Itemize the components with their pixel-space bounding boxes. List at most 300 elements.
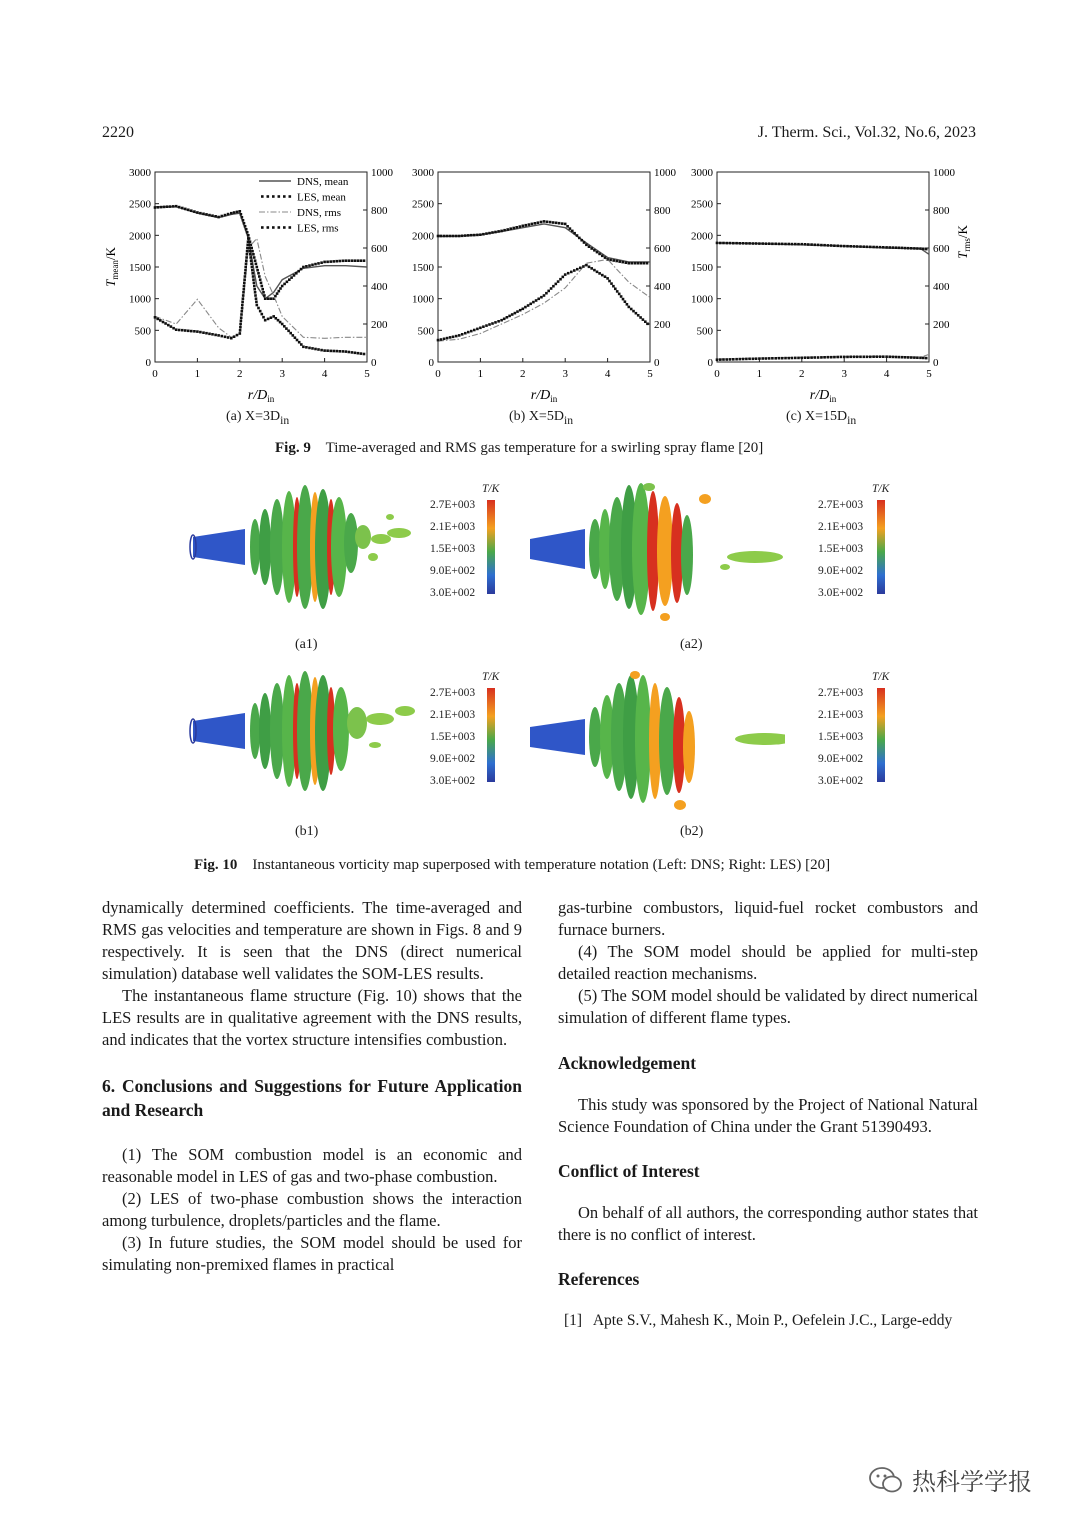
series-les-rms-point-a (267, 318, 270, 321)
series-les-rms-point-a (217, 334, 220, 337)
series-les-mean-point-b (578, 237, 581, 240)
series-les-mean-point-a (247, 234, 250, 237)
series-les-rms-point-a (193, 330, 196, 333)
series-les-rms-point-b (646, 323, 649, 326)
series-les-mean-point-b (531, 223, 534, 226)
x-tick-label: 5 (647, 368, 653, 380)
series-les-rms-point-c (784, 357, 787, 360)
series-les-mean-point-c (910, 247, 913, 250)
series-les-rms-point-a (261, 313, 264, 316)
colorbar-title-b1: T/K (482, 671, 500, 683)
series-les-rms-point-a (239, 323, 242, 326)
series-les-mean-point-c (735, 242, 738, 245)
series-les-mean-point-a (288, 278, 291, 281)
panel-label-b2: (b2) (680, 824, 704, 839)
left-axis-unit: /K (103, 247, 118, 261)
series-les-mean-point-b (628, 262, 631, 265)
cb-b2-t0: 2.7E+003 (818, 687, 864, 699)
series-les-mean-point-b (506, 228, 509, 231)
right-tick-label: 0 (371, 357, 377, 369)
series-les-rms-point-a (250, 259, 253, 262)
cb-b1-t2: 1.5E+003 (430, 731, 476, 743)
series-les-mean-point-a (261, 288, 264, 291)
series-les-rms-point-a (154, 316, 157, 319)
series-les-mean-point-a (246, 231, 249, 234)
series-les-rms-point-b (446, 337, 449, 340)
series-les-rms-point-c (895, 356, 898, 359)
series-les-mean-point-a (239, 210, 242, 213)
series-les-rms-point-a (164, 322, 167, 325)
series-les-mean-point-a (279, 287, 282, 290)
series-les-rms-point-c (797, 357, 800, 360)
series-les-mean-point-b (464, 234, 467, 237)
series-les-mean-point-b (640, 262, 643, 265)
series-les-rms-point-c (752, 358, 755, 361)
right-tick-label: 1000 (933, 167, 955, 179)
coi-text: On behalf of all authors, the corresponding author states that there is no conflict of interest. (558, 1203, 978, 1244)
series-les-rms-point-c (732, 358, 735, 361)
wechat-icon (868, 1465, 904, 1495)
legend-les-rms-swatch (267, 226, 270, 229)
series-les-rms-point-a (196, 330, 199, 333)
series-les-mean-point-c (732, 242, 735, 245)
series-les-rms-point-c (820, 356, 823, 359)
panel-label-a1: (a1) (295, 637, 318, 652)
x-axis-label-c: $r/D_{in}$ (809, 388, 837, 404)
series-les-rms-point-b (470, 330, 473, 333)
left-tick-label: 500 (134, 325, 151, 338)
series-les-rms-point-a (240, 320, 243, 323)
fig9-subcaption-a: (a) $X=3D_{in}$ (226, 409, 290, 427)
series-les-rms-point-a (178, 329, 181, 332)
series-les-rms-point-a (251, 269, 254, 272)
series-les-mean-point-c (882, 246, 885, 249)
series-les-rms-point-b (527, 304, 530, 307)
series-les-mean-point-a (178, 206, 181, 209)
legend-les-mean-swatch (289, 195, 292, 198)
series-les-mean-point-a (233, 211, 236, 214)
series-les-rms-point-a (332, 350, 335, 353)
series-les-rms-point-a (224, 336, 227, 339)
series-les-rms-point-a (270, 316, 273, 319)
series-les-mean-point-c (913, 247, 916, 250)
series-les-mean-point-b (482, 233, 485, 236)
series-les-rms-point-c (910, 356, 913, 359)
series-les-rms-point-b (604, 275, 607, 278)
cb-b2-t3: 9.0E+002 (818, 753, 864, 765)
legend-les-mean-swatch (261, 195, 264, 198)
series-les-rms-point-b (458, 334, 461, 337)
series-les-mean-point-c (817, 244, 820, 247)
series-les-rms-point-a (298, 341, 301, 344)
left-tick-label: 0 (145, 357, 151, 369)
series-les-rms-point-a (230, 337, 233, 340)
cb-b1-t1: 2.1E+003 (430, 709, 476, 721)
cb-a1-t1: 2.1E+003 (430, 521, 476, 533)
x-tick-label: 0 (714, 368, 720, 380)
plot-frame-c (717, 172, 929, 362)
series-les-rms-point-b (437, 339, 440, 342)
series-les-mean-point-c (922, 248, 925, 251)
series-les-mean-point-a (181, 207, 184, 210)
series-les-rms-point-b (491, 322, 494, 325)
series-dns-rms-a (155, 239, 367, 339)
series-les-mean-point-b (458, 235, 461, 238)
series-les-mean-point-a (281, 285, 284, 288)
series-les-mean-point-a (256, 269, 259, 272)
series-les-mean-point-b (491, 231, 494, 234)
x-tick-label: 3 (841, 368, 847, 380)
series-les-rms-point-a (320, 349, 323, 352)
series-les-mean-point-c (797, 243, 800, 246)
series-les-rms-point-a (243, 285, 246, 288)
series-les-rms-point-a (239, 326, 242, 329)
series-les-rms-point-a (250, 263, 253, 266)
series-les-rms-point-a (248, 247, 251, 250)
series-les-rms-point-b (452, 336, 455, 339)
series-les-rms-point-a (162, 321, 165, 324)
series-les-mean-point-b (618, 260, 621, 263)
series-les-mean-point-a (244, 225, 247, 228)
cb-a2-t2: 1.5E+003 (818, 543, 864, 555)
series-les-rms-point-a (283, 325, 286, 328)
series-les-rms-point-c (719, 358, 722, 361)
series-les-mean-point-a (187, 209, 190, 212)
series-les-rms-point-c (859, 356, 862, 359)
series-les-rms-point-a (252, 275, 255, 278)
series-les-mean-point-b (515, 226, 518, 229)
series-les-rms-point-b (545, 292, 548, 295)
series-les-mean-point-a (251, 250, 254, 253)
legend-label: DNS, rms (297, 207, 342, 219)
series-les-rms-point-b (637, 314, 640, 317)
x-tick-label: 2 (520, 368, 526, 380)
series-les-rms-point-b (516, 310, 519, 313)
series-les-rms-point-a (246, 250, 249, 253)
series-dns-rms-b (438, 259, 650, 341)
series-les-mean-point-c (801, 243, 804, 246)
right-axis-sub: rms (962, 238, 972, 252)
series-les-rms-point-b (567, 272, 570, 275)
series-les-mean-point-c (907, 247, 910, 250)
series-les-mean-point-a (154, 206, 157, 209)
series-les-mean-point-a (184, 208, 187, 211)
series-dns-mean-b (438, 224, 650, 262)
cb-b2-t2: 1.5E+003 (818, 731, 864, 743)
right-tick-label: 200 (371, 319, 388, 331)
series-les-rms-point-b (616, 290, 619, 293)
series-les-mean-point-c (758, 242, 761, 245)
series-les-mean-point-c (916, 247, 919, 250)
left-tick-label: 1000 (129, 293, 151, 306)
series-les-rms-point-c (901, 356, 904, 359)
series-les-mean-point-c (892, 246, 895, 249)
right-tick-label: 600 (933, 243, 950, 255)
x-tick-label: 3 (562, 368, 568, 380)
series-les-mean-point-c (833, 244, 836, 247)
chart-a (103, 167, 394, 404)
right-axis-unit: /K (955, 225, 970, 239)
series-les-rms-point-a (239, 332, 242, 335)
series-les-mean-point-c (739, 242, 742, 245)
series-les-rms-point-a (308, 347, 311, 350)
series-les-rms-point-b (620, 295, 623, 298)
series-les-rms-point-a (239, 329, 242, 332)
series-les-mean-point-a (255, 263, 258, 266)
series-les-mean-point-c (745, 242, 748, 245)
series-les-mean-point-c (820, 244, 823, 247)
series-les-rms-point-b (579, 267, 582, 270)
series-les-mean-point-c (872, 246, 875, 249)
cb-b1-t0: 2.7E+003 (430, 687, 476, 699)
colorbar-a2 (810, 480, 900, 610)
x-axis-label-sub: in (267, 394, 275, 404)
series-les-mean-point-a (317, 262, 320, 265)
series-les-rms-point-a (175, 328, 178, 331)
legend-les-mean-swatch (283, 195, 286, 198)
page-number: 2220 (102, 124, 134, 141)
series-les-mean-point-c (752, 242, 755, 245)
series-les-rms-point-a (311, 347, 314, 350)
series-les-mean-point-c (846, 245, 849, 248)
series-les-mean-point-c (840, 245, 843, 248)
x-tick-label: 4 (604, 368, 611, 380)
x-tick-label: 0 (152, 368, 158, 380)
series-les-rms-point-a (233, 335, 236, 338)
series-les-mean-point-b (558, 222, 561, 225)
series-les-mean-point-a (320, 261, 323, 264)
series-les-mean-point-b (571, 230, 574, 233)
series-les-rms-point-b (485, 324, 488, 327)
series-les-mean-point-b (446, 235, 449, 238)
cb-a1-t0: 2.7E+003 (430, 499, 476, 511)
vortex-render-b2 (525, 667, 785, 817)
series-les-rms-point-a (253, 282, 256, 285)
right-tick-label: 200 (933, 319, 950, 331)
series-les-rms-point-c (833, 356, 836, 359)
series-les-mean-point-a (338, 260, 341, 263)
series-les-mean-point-a (295, 272, 298, 275)
series-les-rms-point-b (503, 318, 506, 321)
series-les-mean-point-b (500, 230, 503, 233)
cb-b2-t1: 2.1E+003 (818, 709, 864, 721)
series-les-rms-point-a (190, 330, 193, 333)
series-les-mean-point-c (778, 243, 781, 246)
series-les-rms-point-a (241, 304, 244, 307)
series-les-rms-point-b (555, 283, 558, 286)
legend-les-mean-swatch (278, 195, 281, 198)
series-les-rms-point-b (514, 312, 517, 315)
series-les-mean-point-a (348, 259, 351, 262)
series-les-rms-point-c (869, 356, 872, 359)
series-les-mean-point-b (497, 230, 500, 233)
series-les-rms-point-b (559, 278, 562, 281)
series-les-rms-point-c (748, 358, 751, 361)
series-les-rms-point-b (522, 308, 525, 311)
series-les-rms-point-c (919, 357, 922, 360)
series-les-mean-point-c (781, 243, 784, 246)
series-les-rms-point-c (925, 357, 928, 360)
series-les-rms-point-a (181, 329, 184, 332)
series-les-rms-point-c (810, 356, 813, 359)
legend-les-rms-swatch (289, 226, 292, 229)
cb-a1-t3: 9.0E+002 (430, 565, 476, 577)
series-les-rms-point-b (552, 285, 555, 288)
series-les-mean-point-b (646, 262, 649, 265)
left-tick-label: 1500 (412, 262, 434, 274)
series-les-mean-point-c (863, 245, 866, 248)
series-les-rms-point-b (467, 331, 470, 334)
series-les-mean-point-c (823, 244, 826, 247)
right-tick-label: 800 (654, 205, 671, 217)
series-les-rms-point-c (904, 356, 907, 359)
series-les-rms-point-c (888, 356, 891, 359)
series-les-mean-point-a (211, 214, 214, 217)
series-les-mean-point-b (455, 235, 458, 238)
series-les-rms-point-a (338, 350, 341, 353)
series-les-rms-point-a (292, 334, 295, 337)
series-les-rms-point-c (739, 358, 742, 361)
series-les-rms-point-a (244, 272, 247, 275)
series-les-mean-point-a (357, 259, 360, 262)
series-les-rms-point-c (774, 357, 777, 360)
left-tick-label: 2500 (691, 198, 713, 211)
series-les-mean-point-a (236, 211, 239, 214)
conclusion-1: (1) The SOM combustion model is an economic and reasonable model in LES of gas and two-phase combustion. (102, 1145, 522, 1186)
series-les-rms-point-b (476, 328, 479, 331)
series-les-mean-point-b (509, 227, 512, 230)
series-les-rms-point-c (778, 357, 781, 360)
conclusion-2: (2) LES of two-phase combustion shows the interaction among turbulence, droplets/particles and the flame. (102, 1189, 522, 1230)
series-les-rms-point-a (342, 350, 345, 353)
panel-label-b1: (b1) (295, 824, 319, 839)
series-les-rms-point-b (473, 329, 476, 332)
series-les-mean-point-b (637, 262, 640, 265)
series-les-mean-point-b (443, 235, 446, 238)
series-les-rms-point-a (251, 266, 254, 269)
series-les-rms-point-b (601, 274, 604, 277)
series-les-mean-point-a (175, 205, 178, 208)
series-les-mean-point-b (566, 225, 569, 228)
series-les-rms-point-a (254, 291, 257, 294)
series-les-rms-point-c (863, 356, 866, 359)
right-tick-label: 800 (933, 205, 950, 217)
conclusion-4: (4) The SOM model should be applied for multi-step detailed reaction mechanisms. (558, 942, 978, 983)
series-les-mean-point-b (546, 221, 549, 224)
series-les-rms-point-b (535, 299, 538, 302)
series-les-mean-point-c (901, 247, 904, 250)
fig9-caption-label: Fig. 9 (275, 440, 311, 456)
series-les-mean-point-c (765, 242, 768, 245)
x-axis-label-a: $r/D_{in}$ (247, 388, 275, 404)
series-les-mean-point-c (879, 246, 882, 249)
colorbar-title-a1: T/K (482, 483, 500, 495)
series-les-mean-point-b (519, 225, 522, 228)
series-les-mean-point-a (305, 265, 308, 268)
series-les-rms-point-c (817, 356, 820, 359)
series-les-rms-point-b (532, 301, 535, 304)
series-les-mean-point-c (807, 243, 810, 246)
series-les-mean-point-c (856, 245, 859, 248)
series-les-mean-point-a (297, 270, 300, 273)
series-les-rms-point-a (227, 336, 230, 339)
series-les-mean-point-b (452, 235, 455, 238)
series-les-rms-point-a (357, 352, 360, 355)
series-les-rms-point-b (455, 335, 458, 338)
series-les-mean-point-c (810, 243, 813, 246)
series-les-mean-point-b (534, 222, 537, 225)
x-tick-label: 1 (477, 368, 484, 380)
series-les-rms-point-a (259, 310, 262, 313)
series-les-rms-point-c (807, 356, 810, 359)
series-les-rms-point-c (801, 357, 804, 360)
cb-a1-t2: 1.5E+003 (430, 543, 476, 555)
series-les-mean-point-a (241, 216, 244, 219)
series-les-mean-point-b (437, 235, 440, 238)
series-les-mean-point-c (729, 242, 732, 245)
series-les-mean-point-b (601, 255, 604, 258)
series-les-rms-point-c (768, 357, 771, 360)
series-les-mean-point-a (290, 276, 293, 279)
left-tick-label: 1500 (129, 262, 151, 274)
series-les-rms-point-b (635, 312, 638, 315)
series-les-rms-point-c (922, 357, 925, 360)
series-les-rms-point-c (742, 358, 745, 361)
series-les-rms-point-a (305, 346, 308, 349)
series-les-mean-point-a (224, 214, 227, 217)
series-les-rms-point-a (221, 335, 224, 338)
series-les-rms-point-c (853, 356, 856, 359)
x-axis-label-sub: in (550, 394, 558, 404)
series-les-rms-point-b (537, 298, 540, 301)
series-les-rms-point-b (628, 306, 631, 309)
series-les-mean-point-c (869, 246, 872, 249)
series-les-mean-point-b (473, 234, 476, 237)
right-tick-label: 600 (371, 243, 388, 255)
series-les-rms-point-b (614, 288, 617, 291)
series-les-rms-point-b (624, 300, 627, 303)
series-les-mean-point-c (788, 243, 791, 246)
left-tick-label: 0 (707, 357, 713, 369)
series-les-mean-point-a (262, 291, 265, 294)
series-les-mean-point-c (898, 247, 901, 250)
series-les-mean-point-b (588, 245, 591, 248)
series-les-rms-point-b (500, 319, 503, 322)
series-les-rms-point-a (294, 336, 297, 339)
series-les-mean-point-a (326, 261, 329, 264)
x-tick-label: 2 (799, 368, 805, 380)
series-les-rms-point-a (249, 250, 252, 253)
right-tick-label: 400 (654, 281, 671, 293)
series-les-rms-point-a (281, 323, 284, 326)
series-les-mean-point-b (543, 220, 546, 223)
series-les-rms-point-a (214, 334, 217, 337)
series-les-rms-point-b (588, 266, 591, 269)
series-les-mean-point-b (573, 232, 576, 235)
fig9-caption (275, 440, 763, 457)
series-les-mean-point-b (549, 221, 552, 224)
series-les-rms-point-a (247, 240, 250, 243)
series-les-rms-point-c (722, 358, 725, 361)
series-les-rms-point-a (240, 316, 243, 319)
series-les-mean-point-c (885, 246, 888, 249)
series-les-mean-point-a (360, 259, 363, 262)
series-les-mean-point-a (308, 264, 311, 267)
series-les-rms-point-b (585, 264, 588, 267)
series-les-mean-point-a (300, 268, 303, 271)
series-les-rms-point-a (360, 352, 363, 355)
series-les-mean-point-a (259, 278, 262, 281)
